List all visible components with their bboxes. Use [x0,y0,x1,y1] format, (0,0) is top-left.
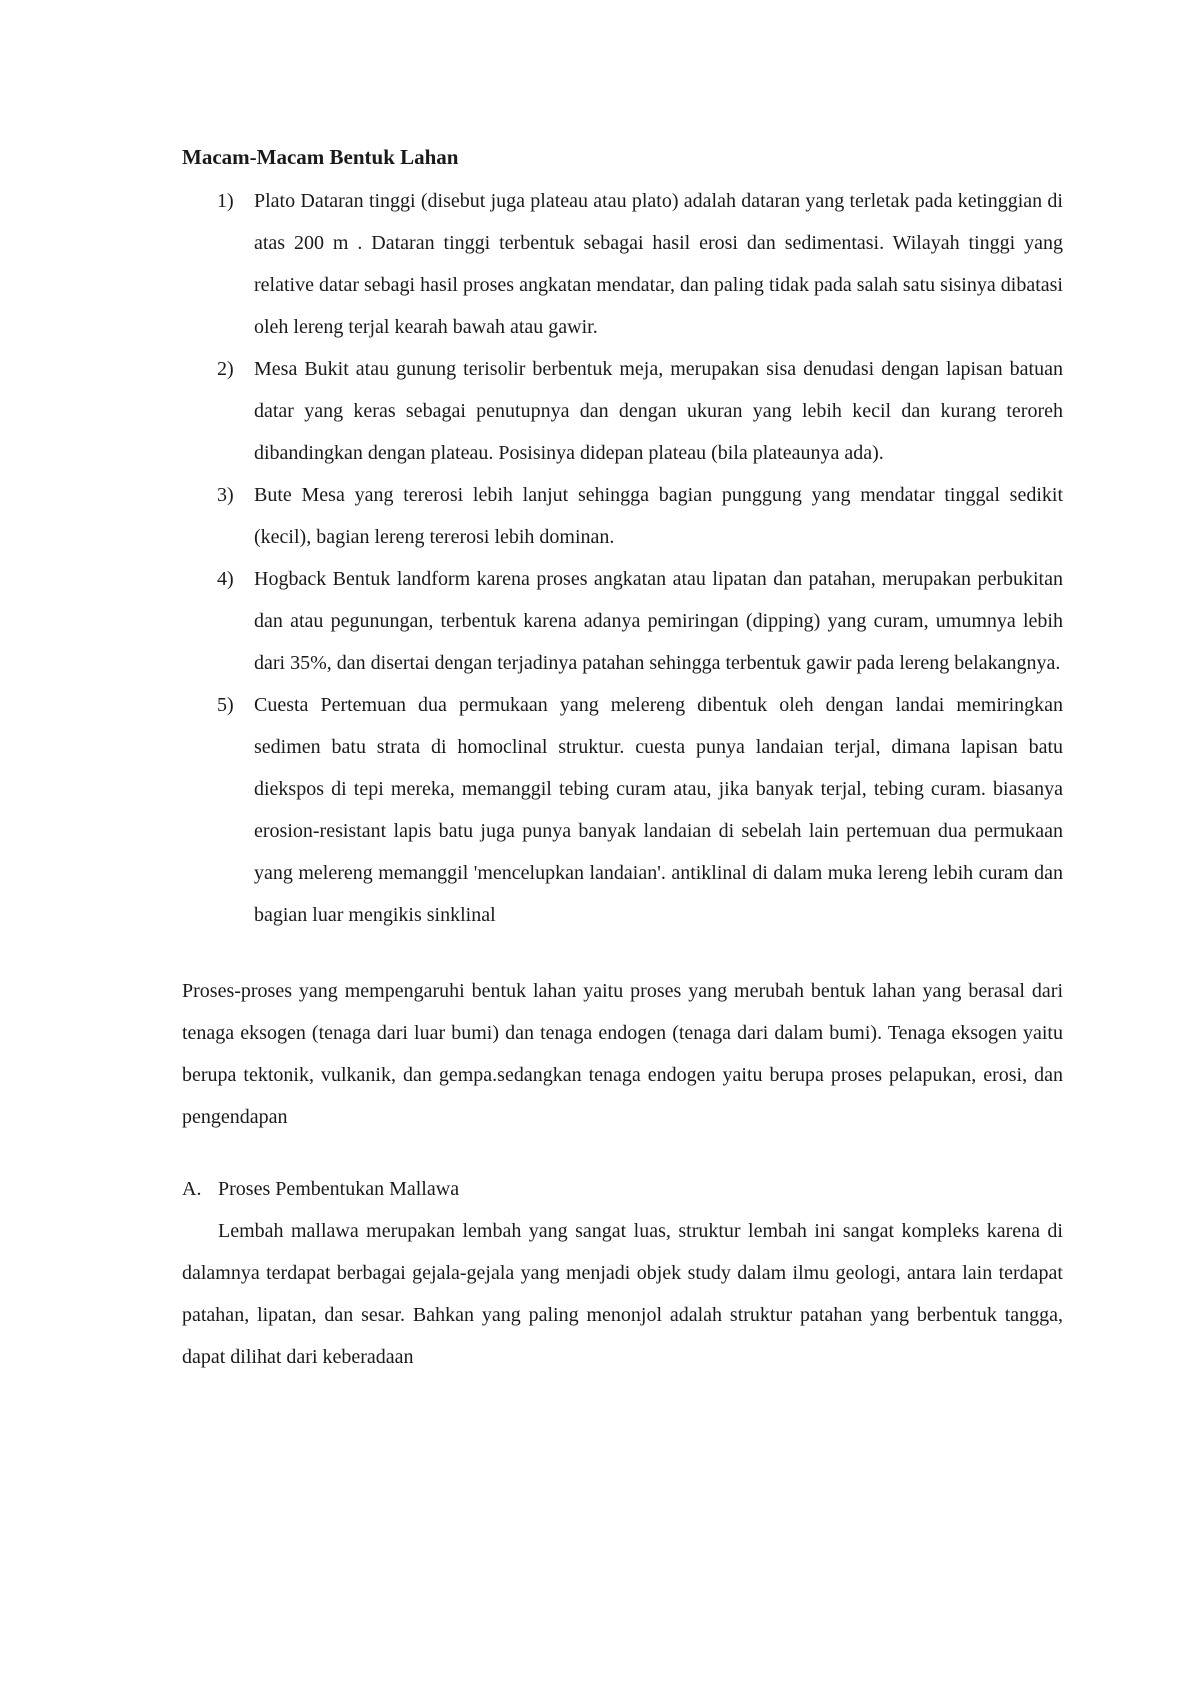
list-item-text: Bute Mesa yang tererosi lebih lanjut sehingga bagian punggung yang mendatar tinggal sedikit (kecil), bagian lereng tererosi lebih dominan. [254,484,1063,548]
list-item-number: 4) [217,568,234,590]
list-item-number: 5) [217,694,234,716]
document-title: Macam-Macam Bentuk Lahan [182,145,459,169]
section-paragraph: Lembah mallawa merupakan lembah yang sangat luas, struktur lembah ini sangat kompleks karena di dalamnya terdapat berbagai gejala-gejala yang menjadi objek study dalam ilmu geologi, antara lain terdapat patahan, lipatan, dan sesar. Bahkan yang paling menonjol adalah struktur patahan yang berbentuk tangga, dapat dilihat dari keberadaan [182,1220,1063,1368]
list-item-text: Cuesta Pertemuan dua permukaan yang melereng dibentuk oleh dengan landai memiringkan sedimen batu strata di homoclinal struktur. cuesta punya landaian terjal, dimana lapisan batu diekspos di tepi mereka, memanggil tebing curam atau, jika banyak terjal, tebing curam. biasanya erosion-resistant lapis batu juga punya banyak landaian di sebelah lain pertemuan dua permukaan yang melereng memanggil 'mencelupkan landaian'. antiklinal di dalam muka lereng lebih curam dan bagian luar mengikis sinklinal [254,694,1063,926]
section-letter: A. [182,1178,202,1200]
section-heading [182,1168,1063,1210]
list-item-number: 2) [217,358,234,380]
body-paragraph: Proses-proses yang mempengaruhi bentuk lahan yaitu proses yang merubah bentuk lahan yang berasal dari tenaga eksogen (tenaga dari luar bumi) dan tenaga endogen (tenaga dari dalam bumi). Tenaga eksogen yaitu berupa tektonik, vulkanik, dan gempa.sedangkan tenaga endogen yaitu berupa proses pelapukan, erosi, dan pengendapan [182,980,1063,1128]
list-item-number: 3) [217,484,234,506]
list-item-text: Plato Dataran tinggi (disebut juga plateau atau plato) adalah dataran yang terletak pada ketinggian di atas 200 m . Dataran tinggi terbentuk sebagai hasil erosi dan sedimentasi. Wilayah tinggi yang relative datar sebagi hasil proses angkatan mendatar, dan paling tidak pada salah satu sisinya dibatasi oleh lereng terjal kearah bawah atau gawir. [254,190,1063,338]
list-item-text: Hogback Bentuk landform karena proses angkatan atau lipatan dan patahan, merupakan perbukitan dan atau pegunungan, terbentuk karena adanya pemiringan (dipping) yang curam, umumnya lebih dari 35%, dan disertai dengan terjadinya patahan sehingga terbentuk gawir pada lereng belakangnya. [254,568,1063,674]
list-item [182,558,1063,684]
landform-list [182,180,1063,936]
list-item-text: Mesa Bukit atau gunung terisolir berbentuk meja, merupakan sisa denudasi dengan lapisan batuan datar yang keras sebagai penutupnya dan dengan ukuran yang lebih kecil dan kurang teroreh dibandingkan dengan plateau. Posisinya didepan plateau (bila plateaunya ada). [254,358,1063,464]
list-item-number: 1) [217,190,234,212]
list-item [182,180,1063,348]
list-item [182,474,1063,558]
section-title: Proses Pembentukan Mallawa [218,1178,460,1200]
list-item [182,348,1063,474]
list-item [182,684,1063,936]
